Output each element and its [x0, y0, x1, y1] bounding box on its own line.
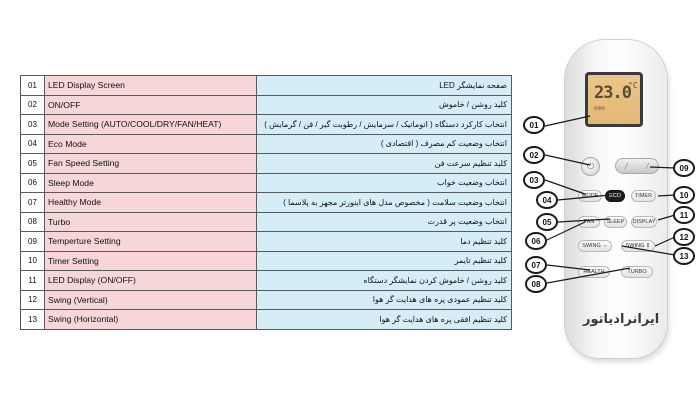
callout-01: 01 [523, 116, 545, 134]
temp-up-icon: ⁄ [646, 161, 649, 171]
row-english-label: Timer Setting [45, 251, 257, 271]
callout-line-02 [545, 155, 590, 165]
swing-vertical-button[interactable]: SWING ⇕ [621, 240, 655, 252]
row-number: 08 [21, 212, 45, 232]
callout-10: 10 [673, 186, 695, 204]
callout-line-01 [545, 116, 590, 126]
turbo-button[interactable]: TURBO [621, 266, 653, 278]
row-english-label: LED Display Screen [45, 76, 257, 96]
row-number: 07 [21, 193, 45, 213]
lcd-unit: °C [628, 81, 638, 90]
row-english-label: Turbo [45, 212, 257, 232]
row-persian-label: انتخاب وضعیت پر قدرت [257, 212, 512, 232]
fan-button[interactable]: FAN [578, 216, 600, 228]
row-number: 02 [21, 95, 45, 115]
lcd-status-icons: ⊙⊙⊙ [594, 105, 605, 112]
callout-08: 08 [525, 275, 547, 293]
callout-line-05 [558, 219, 610, 222]
row-english-label: Mode Setting (AUTO/COOL/DRY/FAN/HEAT) [45, 115, 257, 135]
row-persian-label: کلید تنظیم دما [257, 232, 512, 252]
callout-02: 02 [523, 146, 545, 164]
row-english-label: Healthy Mode [45, 193, 257, 213]
row-persian-label: انتخاب کارکرد دستگاه ( اتوماتیک / سرمایش / رطوبت گیر / فن / گرمایش ) [257, 115, 512, 135]
row-english-label: Eco Mode [45, 134, 257, 154]
callout-03: 03 [523, 171, 545, 189]
row-number: 03 [21, 115, 45, 135]
eco-button[interactable]: ECO [605, 190, 625, 202]
health-button[interactable]: HEALTH [578, 266, 610, 278]
timer-button[interactable]: TIMER [631, 190, 656, 202]
callout-04: 04 [536, 191, 558, 209]
row-english-label: Sleep Mode [45, 173, 257, 193]
row-persian-label: انتخاب وضعیت خواب [257, 173, 512, 193]
temp-down-icon: ⁄ [625, 161, 628, 171]
row-persian-label: صفحه نمایشگر LED [257, 76, 512, 96]
row-english-label: Swing (Vertical) [45, 290, 257, 310]
callout-09: 09 [673, 159, 695, 177]
callout-line-04 [558, 195, 610, 200]
row-number: 10 [21, 251, 45, 271]
row-persian-label: کلید تنظیم افقی پره های هدایت گر هوا [257, 310, 512, 330]
row-english-label: Temperture Setting [45, 232, 257, 252]
lcd-temperature: 23.0 [594, 83, 631, 103]
callout-05: 05 [536, 213, 558, 231]
callout-06: 06 [525, 232, 547, 250]
callout-line-09 [650, 167, 675, 168]
row-number: 13 [21, 310, 45, 330]
sleep-button[interactable]: SLEEP [604, 216, 627, 228]
row-number: 06 [21, 173, 45, 193]
callout-line-07 [547, 265, 590, 270]
callout-13: 13 [673, 247, 695, 265]
row-english-label: Fan Speed Setting [45, 154, 257, 174]
row-number: 11 [21, 271, 45, 291]
row-english-label: LED Display (ON/OFF) [45, 271, 257, 291]
row-persian-label: کلید روشن / خاموش [257, 95, 512, 115]
callout-line-12 [655, 237, 675, 246]
row-persian-label: کلید تنظیم سرعت فن [257, 154, 512, 174]
row-number: 09 [21, 232, 45, 252]
callout-12: 12 [673, 228, 695, 246]
row-number: 01 [21, 76, 45, 96]
callout-11: 11 [673, 206, 695, 224]
power-icon: ⏻ [586, 161, 595, 171]
row-english-label: ON/OFF [45, 95, 257, 115]
row-english-label: Swing (Horizontal) [45, 310, 257, 330]
row-number: 04 [21, 134, 45, 154]
row-persian-label: انتخاب وضعیت سلامت ( مخصوص مدل های اینورتر مجهز به پلاسما ) [257, 193, 512, 213]
brand-logo: ايرانرادياتور [583, 312, 660, 327]
row-persian-label: کلید تنظیم تایمر [257, 251, 512, 271]
swing-horizontal-button[interactable]: SWING ⇔ [578, 240, 612, 252]
callout-line-13 [622, 246, 675, 255]
row-number: 12 [21, 290, 45, 310]
row-persian-label: انتخاب وضعیت کم مصرف ( اقتصادی ) [257, 134, 512, 154]
row-persian-label: کلید تنظیم عمودی پره های هدایت گر هوا [257, 290, 512, 310]
mode-button[interactable]: MODE [578, 190, 602, 202]
row-persian-label: کلید روشن / خاموش کردن نمایشگر دستگاه [257, 271, 512, 291]
display-button[interactable]: DISPLAY [631, 216, 657, 228]
callout-07: 07 [525, 256, 547, 274]
row-number: 05 [21, 154, 45, 174]
